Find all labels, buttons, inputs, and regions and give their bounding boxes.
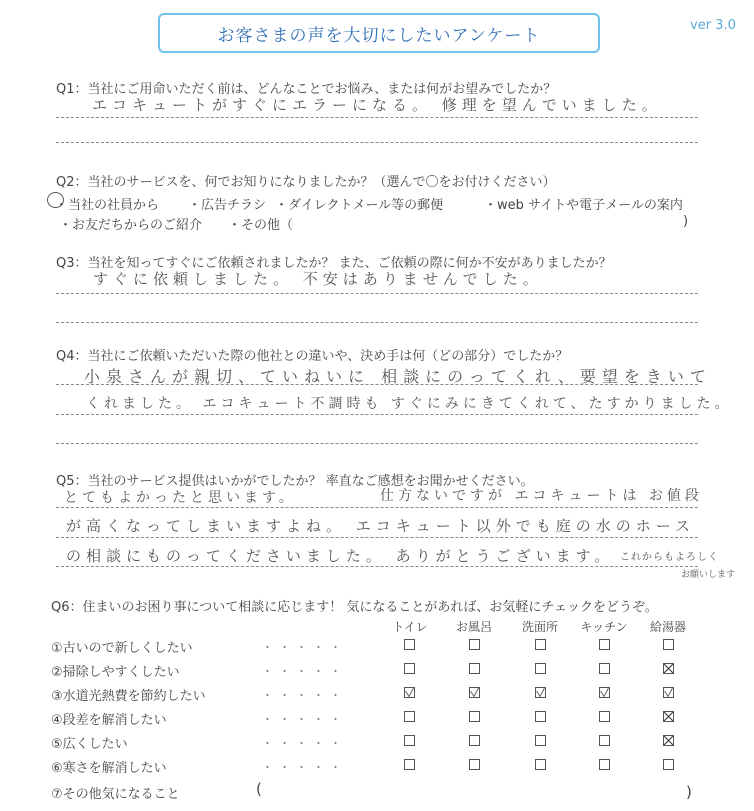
q3-answer[interactable]: すぐに依頼しました。 不安はありませんでした。: [93, 270, 543, 288]
q6-checkbox-給湯器[interactable]: [663, 735, 674, 746]
q6-row-label: ③水道光熱費を節約したい: [51, 689, 206, 704]
q6-checkbox-洗面所[interactable]: [535, 759, 546, 770]
x-mark-icon: [663, 663, 674, 674]
x-mark-icon: [663, 735, 674, 746]
q2-option-flyer[interactable]: ・広告チラシ: [188, 198, 267, 213]
col-header-toilet: トイレ: [392, 620, 428, 634]
q6-checkbox-お風呂[interactable]: [469, 639, 480, 650]
col-header-kitchen: キッチン: [580, 620, 628, 634]
q6-checkbox-洗面所[interactable]: [535, 735, 546, 746]
q6-checkbox-トイレ[interactable]: [404, 711, 415, 722]
q6-row-label: ①古いので新しくしたい: [51, 641, 193, 656]
q3-question: Q3：当社を知ってすぐにご依頼されましたか？ また、ご依頼の際に何か不安がありましたか？: [56, 256, 612, 271]
q6-checkbox-お風呂[interactable]: [469, 711, 480, 722]
q2-option-friend[interactable]: ・お友だちからのご紹介: [59, 218, 203, 233]
q6-checkbox-トイレ[interactable]: [404, 735, 415, 746]
q6-checkbox-洗面所[interactable]: [535, 663, 546, 674]
q6-checkbox-お風呂[interactable]: [469, 663, 480, 674]
q5-question: Q5：当社のサービス提供はいかがでしたか？ 率直なご感想をお聞かせください。: [56, 474, 534, 489]
q6-checkbox-給湯器[interactable]: [663, 639, 674, 650]
q6-row-label: ⑤広くしたい: [51, 737, 128, 752]
leader-dots: ・・・・・: [262, 737, 347, 750]
q6-checkbox-給湯器[interactable]: [663, 759, 674, 770]
q6-checkbox-トイレ[interactable]: [404, 687, 415, 698]
q5-answer-line-3-tail[interactable]: これからもよろしく: [620, 552, 719, 563]
q6-checkbox-洗面所[interactable]: [535, 711, 546, 722]
q6-checkbox-お風呂[interactable]: [469, 687, 480, 698]
q2-other-close-paren: ): [683, 214, 689, 229]
answer-line: [56, 566, 698, 567]
answer-line: [56, 293, 698, 294]
q6-checkbox-お風呂[interactable]: [469, 735, 480, 746]
q5-answer-line-1a[interactable]: とてもよかったと思います。: [64, 490, 297, 506]
q5-answer-line-1b[interactable]: 仕方ないですが エコキュートは お値段: [380, 488, 703, 504]
q4-question: Q4：当社にご依頼いただいた際の他社との違いや、決め手は何（どの部分）でしたか？: [56, 349, 569, 364]
version-label: ver 3.0: [690, 18, 736, 33]
col-header-bath: お風呂: [455, 620, 492, 634]
answer-line: [56, 507, 698, 508]
q2-option-staff[interactable]: ・当社の社員から: [55, 198, 160, 213]
answer-line: [56, 142, 698, 143]
q4-answer-line-1[interactable]: 小泉さんが親切、ていねいに 相談にのってくれ、要望をきいて: [84, 367, 712, 386]
answer-line: [56, 322, 698, 323]
q6-question: Q6：住まいのお困り事について相談に応じます！ 気になることがあれば、お気軽にチェックをどうぞ。: [51, 600, 658, 615]
q6-checkbox-キッチン[interactable]: [599, 687, 610, 698]
leader-dots: ・・・・・: [262, 689, 347, 702]
q5-answer-line-3[interactable]: の相談にものってくださいました。 ありがとうございます。: [66, 547, 615, 565]
answer-line: [56, 414, 698, 415]
q2-option-direct-mail[interactable]: ・ダイレクトメール等の郵便: [275, 198, 444, 213]
q6-checkbox-洗面所[interactable]: [535, 687, 546, 698]
answer-line: [56, 443, 698, 444]
answer-line: [56, 117, 698, 118]
q6-checkbox-給湯器[interactable]: [663, 663, 674, 674]
q6-row-label: ④段差を解消したい: [51, 713, 167, 728]
check-mark-icon: [535, 687, 546, 698]
q6-checkbox-お風呂[interactable]: [469, 759, 480, 770]
check-mark-icon: [404, 687, 415, 698]
col-header-washroom: 洗面所: [521, 620, 558, 634]
q5-answer-line-2[interactable]: が高くなってしまいますよね。 エコキュート以外でも庭の水のホース: [66, 517, 696, 535]
q6-row-label: ②掃除しやすくしたい: [51, 665, 180, 680]
q6-checkbox-キッチン[interactable]: [599, 759, 610, 770]
q6-checkbox-トイレ[interactable]: [404, 639, 415, 650]
q6-checkbox-給湯器[interactable]: [663, 711, 674, 722]
q1-answer[interactable]: エコキュートがすぐにエラーになる。 修理を望んでいました。: [92, 96, 662, 114]
survey-title-text: お客さまの声を大切にしたいアンケート: [217, 25, 541, 46]
leader-dots: ・・・・・: [262, 641, 347, 654]
survey-title: [158, 13, 600, 53]
q4-answer-line-2[interactable]: くれました。 エコキュート不調時も すぐにみにきてくれて、たすかりました。: [86, 396, 733, 412]
q5-answer-line-4[interactable]: お願いします: [681, 570, 736, 580]
q6-checkbox-洗面所[interactable]: [535, 639, 546, 650]
q1-question: Q1：当社にご用命いただく前は、どんなことでお悩み、または何がお望みでしたか？: [56, 82, 557, 97]
q6-other-close-paren: ): [686, 783, 692, 801]
q6-checkbox-キッチン[interactable]: [599, 711, 610, 722]
answer-line: [56, 537, 698, 538]
q6-checkbox-トイレ[interactable]: [404, 663, 415, 674]
q6-checkbox-トイレ[interactable]: [404, 759, 415, 770]
q2-option-web[interactable]: ・web サイトや電子メールの案内: [484, 198, 683, 213]
leader-dots: ・・・・・: [262, 713, 347, 726]
check-mark-icon: [663, 687, 674, 698]
q6-other-open-paren: (: [256, 780, 262, 798]
check-mark-icon: [469, 687, 480, 698]
x-mark-icon: [663, 711, 674, 722]
q2-option-other[interactable]: ・その他（: [228, 218, 294, 233]
col-header-water-heater: 給湯器: [649, 620, 686, 634]
check-mark-icon: [599, 687, 610, 698]
answer-line: [56, 384, 698, 385]
q6-checkbox-キッチン[interactable]: [599, 663, 610, 674]
q6-row-label: ⑥寒さを解消したい: [51, 761, 167, 776]
q6-checkbox-給湯器[interactable]: [663, 687, 674, 698]
q2-question: Q2：当社のサービスを、何でお知りになりましたか？（選んで〇をお付けください）: [56, 175, 556, 190]
q6-checkbox-キッチン[interactable]: [599, 639, 610, 650]
q6-checkbox-キッチン[interactable]: [599, 735, 610, 746]
q6-other-label: ⑦その他気になること: [51, 787, 180, 802]
leader-dots: ・・・・・: [262, 665, 347, 678]
leader-dots: ・・・・・: [262, 761, 347, 774]
